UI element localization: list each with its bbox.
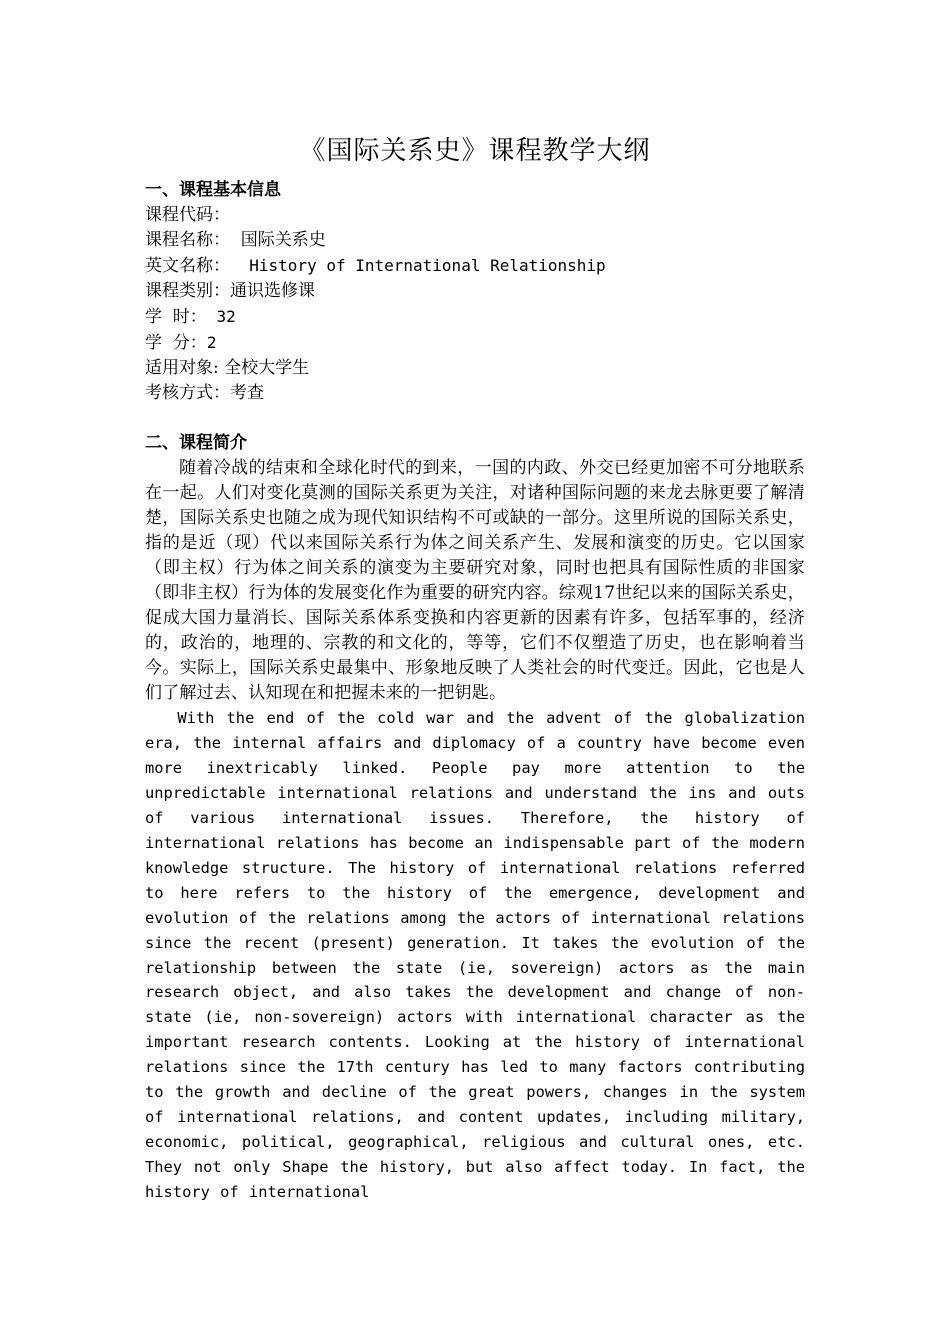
section-intro-heading: 二、课程简介 xyxy=(145,433,247,453)
info-label: 课程类别： xyxy=(145,281,230,301)
info-label: 课程名称： xyxy=(145,230,230,250)
info-row-english-name xyxy=(145,253,805,279)
spacer xyxy=(145,406,805,431)
basic-info-list xyxy=(145,203,805,406)
info-label: 英文名称： xyxy=(145,256,230,276)
info-value: History of International Relationship xyxy=(230,256,606,275)
info-value: 32 xyxy=(206,307,236,326)
info-row-audience xyxy=(145,356,805,381)
info-row-credits xyxy=(145,330,805,356)
intro-paragraph-english: With the end of the cold war and the advent of the globalization era, the internal affairs and diplomacy of a country have become even more inextricably linked. People pay more attention to the unpredictable international relations and understand the ins and outs of various international issues. Therefore, the history of international relations has become an indispensable part of the modern knowledge structure. The history of international relations referred to here refers to the history of the emergence, development and evolution of the relations among the actors of international relations since the recent (present) generation. It takes the evolution of the relationship between the state (ie, sovereign) actors as the main research object, and also takes the development and change of non-state (ie, non-sovereign) actors with international character as the important research contents. Looking at the history of international relations since the 17th century has led to many factors contributing to the growth and decline of the great powers, changes in the system of international relations, and content updates, including military, economic, political, geographical, religious and cultural ones, etc. They not only Shape the history, but also affect today. In fact, the history of international xyxy=(145,709,805,1202)
info-value: 考查 xyxy=(230,383,264,403)
info-value: 通识选修课 xyxy=(230,281,315,301)
intro-paragraph-chinese: 随着冷战的结束和全球化时代的到来，一国的内政、外交已经更加密不可分地联系在一起。人们对变化莫测的国际关系更为关注，对诸种国际问题的来龙去脉更要了解清楚，国际关系史也随之成为现代知识结构不可或缺的一部分。这里所说的国际关系史，指的是近（现）代以来国际关系行为体之间关系产生、发展和演变的历史。它以国家（即主权）行为体之间关系的演变为主要研究对象，同时也把具有国际性质的非国家（即非主权）行为体的发展变化作为重要的研究内容。综观17世纪以来的国际关系史，促成大国力量消长、国际关系体系变换和内容更新的因素有许多，包括军事的，经济的，政治的，地理的、宗教的和文化的，等等，它们不仅塑造了历史，也在影响着当今。实际上，国际关系史最集中、形象地反映了人类社会的时代变迁。因此，它也是人们了解过去、认知现在和把握未来的一把钥匙。 xyxy=(145,458,805,703)
info-label: 适用对象: xyxy=(145,358,219,378)
info-row-course-code xyxy=(145,203,805,228)
info-row-assessment xyxy=(145,381,805,406)
info-label: 学 时： xyxy=(145,307,207,327)
info-label: 课程代码： xyxy=(145,205,230,225)
document-title: 《国际关系史》课程教学大纲 xyxy=(299,136,651,166)
document-page xyxy=(145,132,805,1205)
info-row-hours xyxy=(145,304,805,330)
info-label: 学 分： xyxy=(145,333,207,353)
info-value: 2 xyxy=(206,333,217,352)
info-row-course-name xyxy=(145,228,805,253)
info-row-course-type xyxy=(145,279,805,304)
info-label: 考核方式： xyxy=(145,383,230,403)
info-value: 全校大学生 xyxy=(218,358,310,378)
info-value: 国际关系史 xyxy=(230,230,326,250)
section-basic-info-heading: 一、课程基本信息 xyxy=(145,180,281,200)
